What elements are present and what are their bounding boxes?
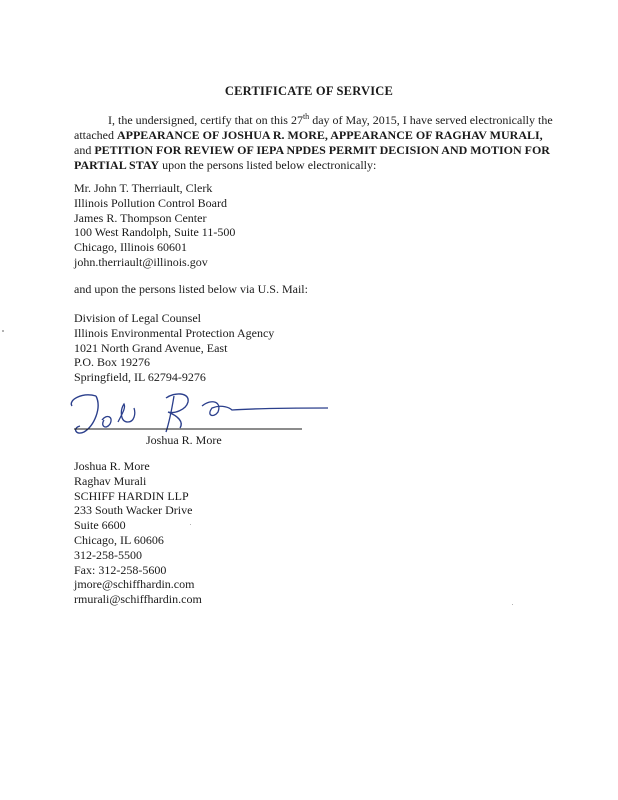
intro-text-1: I, the undersigned, certify that on this 27 <box>108 113 303 127</box>
counsel-line: Chicago, IL 60606 <box>74 532 164 547</box>
handwritten-signature <box>62 388 332 438</box>
intro-superscript: th <box>302 112 310 121</box>
intro-and: and <box>74 143 95 157</box>
counsel-line: jmore@schiffhardin.com <box>74 577 195 592</box>
address-line: Illinois Pollution Control Board <box>74 195 228 210</box>
recipient-iepa-address <box>74 311 274 385</box>
address-line: Mr. John T. Therriault, Clerk <box>74 181 213 195</box>
counsel-line: Raghav Murali <box>74 473 147 488</box>
counsel-line: Fax: 312-258-5600 <box>74 562 167 577</box>
email-line: john.therriault@illinois.gov <box>74 254 208 269</box>
counsel-line: 233 South Wacker Drive <box>74 503 193 518</box>
counsel-line: rmurali@schiffhardin.com <box>74 592 202 607</box>
intro-doc-appearances: APPEARANCE OF JOSHUA R. MORE, APPEARANCE OF RAGHAV MURALI, <box>116 128 543 142</box>
scan-speck <box>190 524 191 525</box>
scan-speck <box>2 330 4 332</box>
counsel-line: Joshua R. More <box>74 459 150 473</box>
counsel-line: 312-258-5500 <box>74 547 142 562</box>
mail-service-line: and upon the persons listed below via U.S. Mail: <box>74 282 308 296</box>
intro-tail: upon the persons listed below electronically: <box>159 158 377 172</box>
counsel-line: SCHIFF HARDIN LLP <box>74 488 189 503</box>
address-line: P.O. Box 19276 <box>74 355 151 370</box>
address-line: James R. Thompson Center <box>74 210 207 225</box>
intro-text-2: day of May, 2015, I have served electronically the attached <box>74 113 553 142</box>
address-line: Illinois Environmental Protection Agency <box>74 325 275 340</box>
address-line: 100 West Randolph, Suite 11-500 <box>74 225 236 240</box>
scan-speck <box>512 604 513 605</box>
address-line: Springfield, IL 62794-9276 <box>74 370 206 385</box>
address-line: 1021 North Grand Avenue, East <box>74 340 228 355</box>
address-line: Division of Legal Counsel <box>74 311 201 325</box>
counsel-contact-block <box>74 459 202 607</box>
certification-paragraph <box>74 113 554 173</box>
intro-doc-petition: PETITION FOR REVIEW OF IEPA NPDES PERMIT DECISION AND MOTION FOR PARTIAL STAY <box>74 143 550 172</box>
recipient-clerk-address <box>74 181 235 270</box>
signature-printed-name: Joshua R. More <box>146 433 222 447</box>
address-line: Chicago, Illinois 60601 <box>74 240 187 255</box>
page-title: CERTIFICATE OF SERVICE <box>224 84 394 98</box>
counsel-line: Suite 6600 <box>74 518 126 533</box>
